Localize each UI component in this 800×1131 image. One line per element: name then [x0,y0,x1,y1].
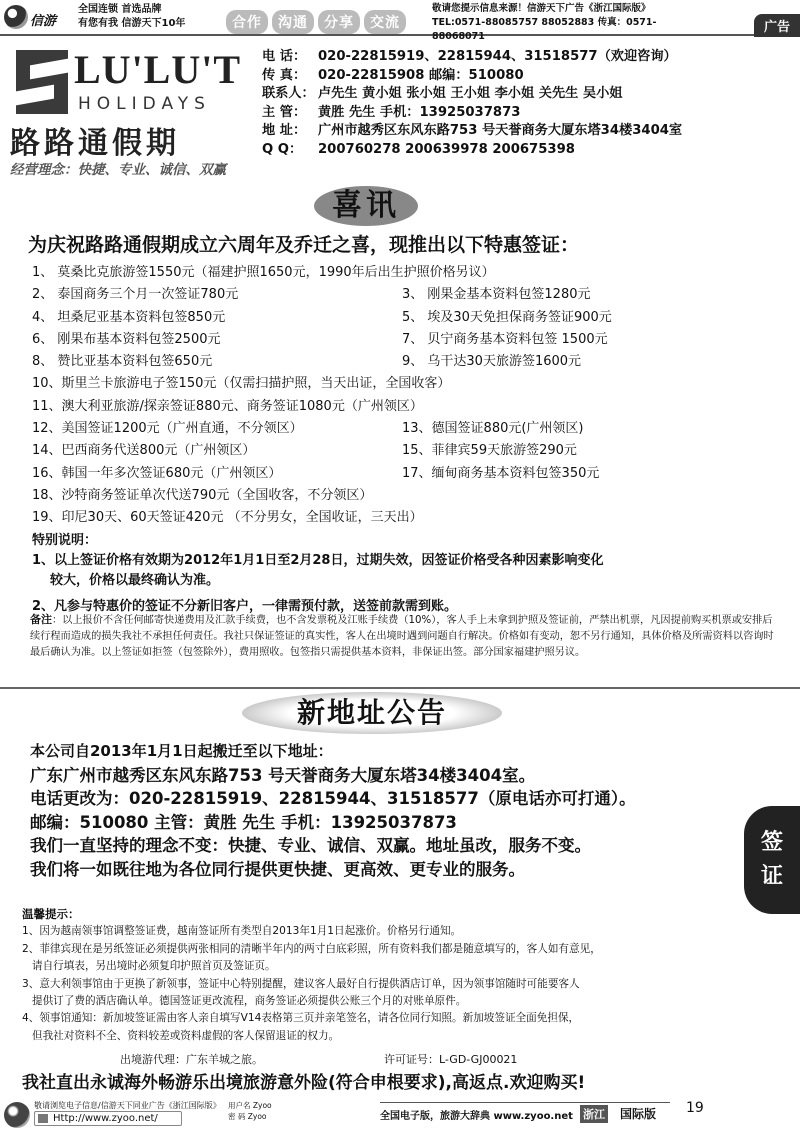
logo-word: 信游 [30,14,57,29]
list-item: 16、韩国一年多次签证680元（广州领区） 17、缅甸商务基本资料包签350元 [32,465,600,481]
remark-text: ：以上报价不含任何邮寄快递费用及汇款手续费，也不含发票税及江账手续费（10%），客人手上未拿到护照及签证前，严禁出机票，凡因提前购买机票或安排后续行程而造成的损失我社不承担任何责任。我社只保证签证的真实性，客人在出境时遇到问题自行解决。价格如有变动，恕不另行通知，具体价格及所需资料以咨询时最后确认为准。以上签证如拒签（包签除外），费用照收。包签指只需提供基本资料，非保证出签。部分国家福建护照另议。 [30,615,774,658]
brand-name: LU'LU'T [74,47,242,92]
visa-section-tab: 签 证 [744,806,800,914]
license-number: 许可证号：L-GD-GJ00021 [384,1053,518,1066]
newaddr-line-1: 本公司自2013年1月1日起搬迁至以下地址： [30,742,333,760]
footer-left [4,1098,234,1128]
list-item: 18、沙特商务签证单次代送790元（全国收客，不分领区） [32,487,373,503]
contact-fax: 传 真： 020-22815908 邮编：510080 [262,67,524,83]
good-news-badge: 喜讯 [314,186,418,226]
new-address-title: 新地址公告 [242,692,502,734]
visa-offer-list [32,262,792,530]
footer-edition: 国际版 [620,1107,657,1121]
footer-left-text: 敬请浏览电子信息/信游天下同业广告《浙江国际版》 [34,1101,221,1110]
remarks [30,612,782,661]
agent-line [120,1051,518,1067]
warm-tips [22,906,722,1045]
tip-line: 但我社对资料不全、资料较差或资料虚假的客人保留退证的权力。 [32,1029,340,1042]
xinyou-logo [4,3,68,31]
newaddr-line-5: 我们一直坚持的理念不变：快捷、专业、诚信、双赢。地址虽改，服务不变。 [30,836,591,855]
tip-line: 提供订了费的酒店确认单。德国签证更改流程，商务签证必须提供公账三个月的对账单原件。 [32,995,467,1008]
pill-communication: 沟通 [272,10,314,34]
contact-address: 地 址： 广州市越秀区东风东路753 号天誉商务大厦东塔34楼3404室 [262,123,683,138]
brand-chinese-name: 路路通假期 [10,126,180,161]
contact-qq: Q Q： 200760278 200639978 200675398 [262,141,575,157]
remark-label: 备注 [30,613,52,626]
section-divider [0,687,800,689]
brand-holidays: HOLIDAYS [78,94,211,114]
pill-cooperation: 合作 [226,10,268,34]
tips-title: 温馨提示： [22,907,80,921]
footer-login: 用户名 Zyoo 密 码 Zyoo [228,1101,272,1121]
slogan-line-1: 全国连锁 首选品牌 [78,4,162,15]
contact-persons: 联系人： 卢先生 黄小姐 张小姐 王小姐 李小姐 关先生 吴小姐 [262,86,623,101]
footer [0,1096,800,1131]
tip-line: 4、领事馆通知：新加坡签证需由客人亲自填写V14表格第三页并亲笔签名，请各位同行知照。新加坡签证全面免担保， [22,1012,580,1025]
outbound-agent: 出境游代理：广东羊城之旅。 [120,1053,263,1066]
business-concept: 经营理念：快捷、专业、诚信、双赢 [10,162,226,178]
ad-tab: 广告 [754,14,800,37]
footer-zhejiang: 浙江 [580,1105,608,1123]
list-item: 12、美国签证1200元（广州直通，不分领区） 13、德国签证880元(广州领区) [32,421,584,437]
top-right-line-1: 敬请您提示信息来源！信游天下广告《浙江国际版》 [432,3,651,14]
contact-phone: 电 话： 020-22815919、22815944、31518577（欢迎咨询） [262,49,677,64]
tip-line: 3、意大利领事馆由于更换了新领事，签证中心特别提醒，建议客人最好自行提供酒店订单，因为领事馆随时可能要客人 [22,977,580,990]
lulut-s-logo-icon [16,50,68,114]
value-pills [226,10,406,34]
special-item-2: 2、凡参与特惠价的签证不分新旧客户，一律需预付款，送签前款需到账。 [32,599,458,614]
new-address-notice [30,740,750,881]
contact-info [262,48,792,159]
page-number: 19 [686,1100,704,1116]
list-item: 19、印尼30天、60天签证420元 （不分男女，全国收证，三天出） [32,510,423,526]
top-slogan [78,3,185,31]
special-notes [32,531,792,617]
list-item: 14、巴西商务代送800元（广州领区） 15、菲律宾59天旅游签290元 [32,443,577,459]
insurance-banner: 我社直出永诚海外畅游乐出境旅游意外险(符合申根要求),高返点.欢迎购买! [22,1073,586,1093]
top-contact-info [432,2,698,44]
footer-url-link[interactable]: Http://www.zyoo.net/ [34,1111,182,1126]
slogan-line-2: 有您有我 信游天下10年 [78,18,186,29]
contact-manager: 主 管： 黄胜 先生 手机：13925037873 [262,104,521,120]
list-item: 4、 坦桑尼亚基本资料包签850元 5、 埃及30天免担保商务签证900元 [32,309,612,325]
list-item: 1、 莫桑比克旅游签1550元（福建护照1650元，1990年后出生护照价格另议） [32,265,495,280]
tip-line: 2、菲律宾现在是另纸签证必须提供两张相同的清晰半年内的两寸白底彩照，所有资料我们都是随意填写的，客人如有意见， [22,942,601,955]
top-banner [0,0,800,42]
promo-headline: 为庆祝路路通假期成立六周年及乔迁之喜，现推出以下特惠签证： [28,234,580,256]
top-right-line-2: TEL:0571-88085757 88052883 传真：0571-88068071 [432,17,657,42]
company-brand [8,44,250,184]
tip-line: 1、因为越南领事馆调整签证费，越南签证所有类型自2013年1月1日起涨价。价格另行通知。 [22,925,462,938]
list-item: 8、 赞比亚基本资料包签650元 9、 乌干达30天旅游签1600元 [32,354,582,370]
newaddr-line-6: 我们将一如既往地为各位同行提供更快捷、更高效、更专业的服务。 [30,859,525,879]
list-item: 6、 刚果布基本资料包签2500元 7、 贝宁商务基本资料包签 1500元 [32,331,608,347]
special-item-1-cont: 较大，价格以最终确认为准。 [50,573,220,588]
footer-right-text: 全国电子版，旅游大辞典 www.zyoo.net [380,1111,573,1122]
list-item: 11、澳大利亚旅游/探亲签证880元、商务签证1080元（广州领区） [32,398,423,414]
newaddr-line-4: 邮编：510080 主管：黄胜 先生 手机：13925037873 [30,812,457,832]
tip-line: 请自行填表，另出境时必须复印护照首页及签证页。 [32,960,276,973]
pill-exchange: 交流 [364,10,406,34]
special-title: 特别说明： [32,533,98,548]
footer-right [380,1102,670,1122]
pill-sharing: 分享 [318,10,360,34]
logo-swoosh-icon [4,5,28,29]
special-item-1: 1、以上签证价格有效期为2012年1月1日至2月28日，过期失效，因签证价格受各种因素影响变化 [32,553,604,568]
globe-icon [4,1102,30,1128]
list-item: 10、斯里兰卡旅游电子签150元（仅需扫描护照，当天出证，全国收客） [32,376,451,392]
newaddr-line-3: 电话更改为：020-22815919、22815944、31518577（原电话亦可打通）。 [30,789,636,808]
list-item: 2、 泰国商务三个月一次签证780元 3、 刚果金基本资料包签1280元 [32,287,591,303]
newaddr-line-2: 广东广州市越秀区东风东路753 号天誉商务大厦东塔34楼3404室。 [30,765,536,785]
